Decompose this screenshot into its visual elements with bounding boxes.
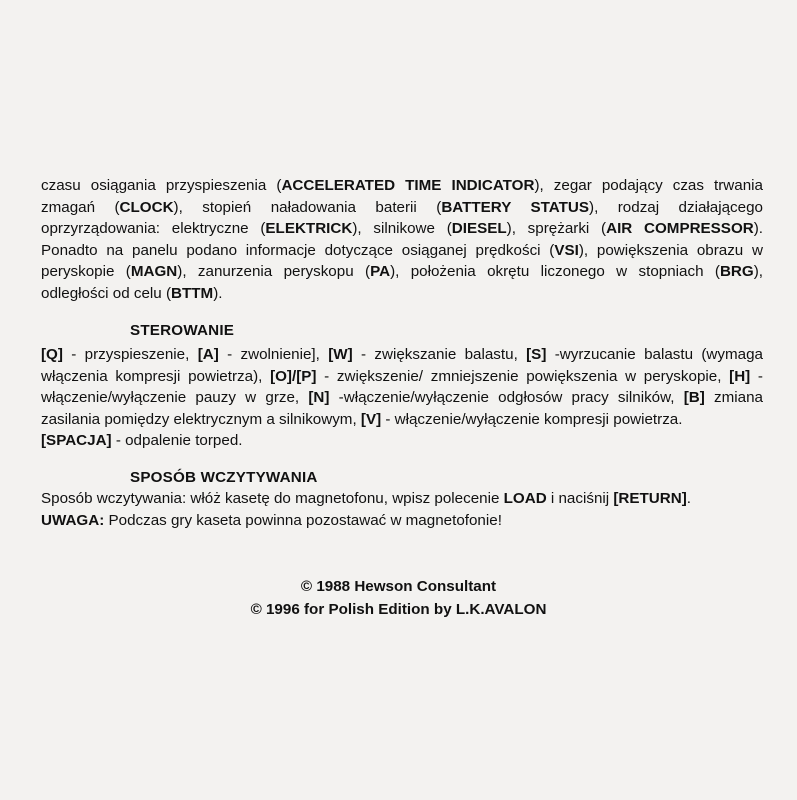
term-clock: CLOCK xyxy=(119,198,174,216)
text-segment: - włączenie/wyłączenie pauzy w grze, xyxy=(41,367,763,406)
term-pa: PA xyxy=(370,263,391,280)
text-segment: -wyrzucanie balastu (wymaga włączenia kompresji powietrza), xyxy=(41,346,763,385)
loading-warning xyxy=(41,510,763,532)
key-n: [N] xyxy=(308,389,330,406)
key-v: [V] xyxy=(360,410,382,428)
text-segment: ), powiększenia obrazu w peryskopie ( xyxy=(41,241,763,280)
text-segment: ). Ponadto na panelu podano informacje dotyczące osiąganej prędkości ( xyxy=(41,220,764,259)
copyright-line-1: © 1988 Hewson Consultant xyxy=(300,578,497,595)
term-ati: ACCELERATED TIME INDICATOR xyxy=(281,177,535,194)
warning-label: UWAGA: xyxy=(41,511,105,529)
text-segment: ), rodzaj działającego oprzyrządowania: elektryczne ( xyxy=(41,198,763,237)
loading-paragraph xyxy=(41,488,763,531)
text-segment: - włączenie/wyłączenie kompresji powietrza. xyxy=(381,410,683,428)
text-segment: ), silnikowe ( xyxy=(352,220,452,237)
controls-paragraph xyxy=(41,344,763,452)
key-space: [SPACJA] xyxy=(41,432,112,449)
term-elektrick: ELEKTRICK xyxy=(265,220,353,237)
key-b: [B] xyxy=(683,389,705,406)
text-segment: - odpalenie torped. xyxy=(111,432,243,449)
key-h: [H] xyxy=(729,367,751,385)
term-battery: BATTERY STATUS xyxy=(441,198,590,216)
text-segment: czasu osiągania przyspieszenia ( xyxy=(41,177,282,194)
text-segment: ), zanurzenia peryskopu ( xyxy=(177,263,371,280)
text-segment: - zwolnienie], xyxy=(218,346,329,363)
instrument-text xyxy=(41,175,763,304)
text-segment: ), zegar podający czas trwania zmagań ( xyxy=(41,177,763,216)
copyright-line-2: © 1996 for Polish Edition by L.K.AVALON xyxy=(250,601,547,618)
text-segment: -włączenie/wyłączenie odgłosów pracy silników, xyxy=(329,389,684,406)
text-segment: ), odległości od celu ( xyxy=(41,263,763,302)
text-segment: . xyxy=(686,490,691,507)
command-load: LOAD xyxy=(503,490,547,507)
term-vsi: VSI xyxy=(554,241,579,259)
key-q: [Q] xyxy=(41,346,63,363)
controls-text xyxy=(41,344,763,452)
text-segment: zmiana zasilania pomiędzy elektrycznym a silnikowym, xyxy=(41,389,763,428)
text-segment: - zwiększanie balastu, xyxy=(352,346,527,363)
text-segment: - przyspieszenie, xyxy=(62,346,198,363)
key-w: [W] xyxy=(328,346,353,363)
text-segment: Sposób wczytywania: włóż kasetę do magnetofonu, wpisz polecenie xyxy=(41,490,504,507)
loading-heading: SPOSÓB WCZYTYWANIA xyxy=(130,469,318,486)
text-segment: i naciśnij xyxy=(546,490,614,507)
text-segment: ), sprężarki ( xyxy=(506,220,607,237)
key-o-p: [O]/[P] xyxy=(270,367,317,385)
instrument-paragraph xyxy=(41,175,763,304)
text-segment: ). xyxy=(213,284,223,302)
text-segment: Podczas gry kaseta powinna pozostawać w magnetofonie! xyxy=(104,511,502,529)
term-magn: MAGN xyxy=(130,263,178,280)
text-segment: ), położenia okrętu liczonego w stopniach ( xyxy=(390,263,720,280)
term-brg: BRG xyxy=(719,263,754,280)
text-segment: - zwiększenie/ zmniejszenie powiększenia w peryskopie, xyxy=(316,367,730,385)
term-diesel: DIESEL xyxy=(451,220,507,237)
loading-instruction xyxy=(41,488,763,510)
key-s: [S] xyxy=(526,346,547,363)
key-return: [RETURN] xyxy=(613,490,687,507)
key-a: [A] xyxy=(197,346,219,363)
controls-heading: STEROWANIE xyxy=(130,322,235,339)
text-segment: ), stopień naładowania baterii ( xyxy=(173,198,442,216)
term-bttm: BTTM xyxy=(171,284,214,302)
term-air-compressor: AIR COMPRESSOR xyxy=(606,220,754,237)
